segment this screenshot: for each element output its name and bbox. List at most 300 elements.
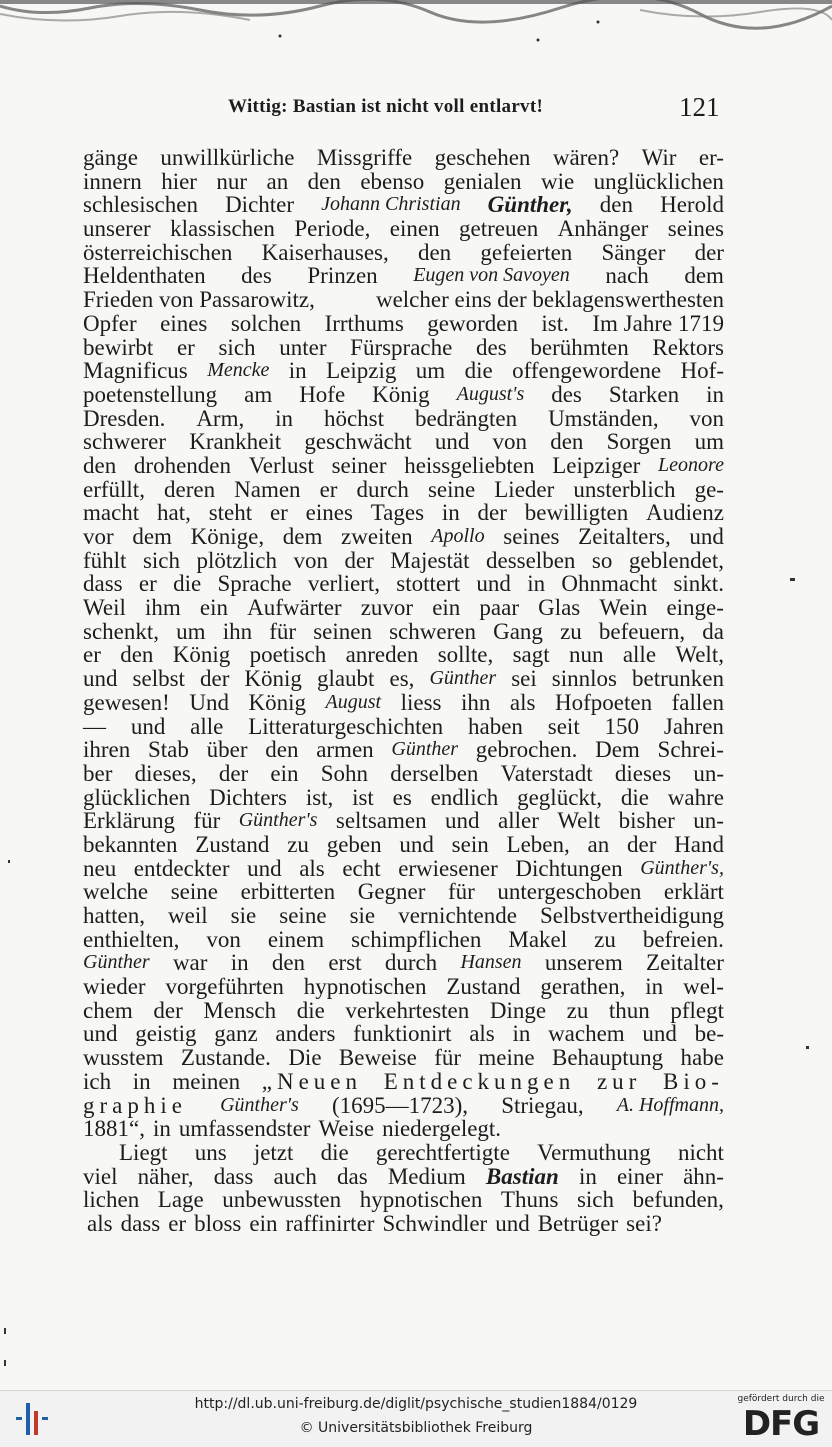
word: seit	[547, 713, 580, 739]
word: Sorgen	[606, 429, 672, 455]
word: schlesischen	[83, 192, 198, 218]
word: chem	[83, 997, 133, 1023]
word: Weil	[83, 595, 126, 621]
word: Beweise	[338, 1045, 417, 1071]
word: den	[307, 168, 341, 194]
text-line	[83, 549, 724, 573]
word: er	[83, 642, 101, 668]
word: Wir	[641, 145, 677, 170]
word: un-	[693, 808, 724, 834]
word: geworden	[427, 310, 518, 336]
word: der	[199, 666, 230, 692]
margin-mark	[4, 1328, 6, 1334]
word: Welt,	[675, 642, 724, 668]
word: das	[337, 1163, 368, 1189]
word: für	[193, 808, 221, 834]
word: heissgeliebten	[404, 452, 535, 478]
word: als	[299, 855, 325, 881]
text-line	[83, 1022, 724, 1046]
word: König	[244, 666, 302, 692]
word: verliert,	[307, 571, 380, 597]
word: Heldenthaten	[83, 263, 206, 289]
word: glaubt	[316, 666, 375, 692]
word: befeuern,	[598, 618, 686, 644]
word: von	[293, 547, 328, 573]
word: und	[130, 713, 166, 739]
word: innern	[83, 168, 142, 194]
word: so	[591, 547, 613, 573]
word: die	[464, 358, 493, 384]
text-line	[83, 809, 724, 833]
word: sie	[349, 903, 376, 928]
text-line	[83, 572, 724, 596]
word: Irrthums	[324, 310, 404, 336]
word: ein	[270, 760, 299, 786]
word: er	[176, 334, 195, 360]
text-line	[83, 904, 724, 928]
word: funktionirt	[353, 1021, 452, 1047]
text-line	[83, 288, 724, 312]
word: Hansen	[460, 951, 522, 974]
word: den	[550, 429, 584, 455]
word: anreden	[345, 642, 419, 668]
word: fühlt	[83, 547, 127, 573]
word: Zustand	[195, 831, 270, 857]
word: sei?	[626, 1210, 662, 1236]
word: Zeitalters,	[578, 524, 671, 549]
word: August	[325, 690, 382, 713]
word: als	[509, 689, 536, 715]
word: hypnotischen	[359, 1187, 483, 1213]
word: Rektors	[652, 334, 724, 360]
word: erst	[328, 950, 362, 976]
word: solchen	[230, 310, 302, 336]
word: alle	[190, 713, 224, 739]
word: seltsamen	[335, 808, 427, 834]
word: ihn	[222, 618, 253, 644]
text-line	[83, 880, 724, 904]
word: und	[83, 1021, 118, 1047]
word: für	[447, 879, 475, 905]
word: Kaiserhauses,	[261, 239, 389, 265]
word: Leipziger	[552, 452, 641, 478]
word: ein	[199, 595, 228, 621]
word: meine	[478, 1045, 535, 1071]
word: schweren	[389, 618, 476, 644]
word: dieses,	[134, 760, 197, 786]
word: schwerer	[83, 429, 167, 455]
text-line	[83, 407, 724, 431]
word: thun	[608, 997, 650, 1023]
word: Die	[288, 1045, 322, 1071]
word: Welt	[557, 808, 601, 834]
word: dieses	[614, 760, 672, 786]
word: Majestät	[390, 547, 470, 573]
word: viel	[83, 1163, 118, 1189]
word: Herold	[660, 192, 724, 218]
word: gebrochen.	[475, 737, 578, 763]
word: Vaterstadt	[500, 760, 593, 786]
word: dass	[120, 1210, 161, 1236]
word: bewilligten	[524, 500, 629, 526]
dfg-caption: gefördert durch die	[737, 1394, 825, 1404]
word: und	[399, 831, 434, 857]
word: August's	[456, 382, 525, 405]
word: er	[269, 500, 288, 526]
word: alle	[622, 642, 657, 668]
word: Dinge	[489, 997, 547, 1023]
word: am	[244, 381, 273, 407]
word: ein	[249, 1210, 278, 1236]
word: Dichter	[225, 192, 295, 218]
word: um	[694, 429, 724, 455]
word: zu	[560, 618, 582, 644]
word: ist	[352, 784, 374, 810]
word: des	[241, 263, 272, 289]
text-line	[83, 1046, 724, 1070]
word: dem	[282, 524, 323, 549]
word: an	[587, 831, 610, 857]
word: welche	[83, 879, 149, 905]
margin-mark	[8, 860, 10, 863]
word: wieder	[83, 974, 146, 1000]
word: Glas	[538, 595, 581, 621]
word: zuvor	[360, 595, 414, 621]
word: nun	[569, 642, 604, 668]
word: geschwächt	[304, 429, 412, 455]
word: gerechtfertigte	[375, 1139, 510, 1165]
word: König	[248, 689, 307, 715]
text-line	[83, 762, 724, 786]
word: von	[689, 405, 724, 431]
word: der	[344, 547, 374, 573]
word: Günther	[391, 738, 459, 761]
word: Jahren	[663, 713, 724, 739]
word: Und	[189, 689, 229, 715]
text-line	[83, 146, 724, 170]
word: wusstem	[83, 1045, 164, 1071]
word: Dresden.	[83, 405, 166, 431]
word: Hofe	[299, 381, 346, 407]
word: Im Jahre 1719	[592, 310, 724, 336]
word: geschehen	[434, 145, 531, 170]
word: welcher eins der beklagenswerthesten	[375, 287, 724, 313]
word: Leipzig	[326, 358, 397, 384]
word: erwiesener	[398, 855, 498, 881]
word: in	[152, 1116, 171, 1142]
word: erbitterten	[240, 879, 336, 905]
word: bedrängten	[414, 405, 518, 431]
word: des	[551, 381, 582, 407]
text-line	[83, 312, 724, 336]
word: sie	[230, 903, 257, 928]
text-line	[83, 1188, 724, 1212]
word: zu	[566, 997, 589, 1023]
word: einem	[267, 926, 325, 952]
word: echt	[342, 855, 381, 881]
word: eines	[305, 500, 353, 526]
text-line	[83, 1094, 724, 1118]
word: in	[706, 381, 724, 407]
word: poetenstellung	[83, 381, 218, 407]
word: Prinzen	[307, 263, 378, 289]
dfg-logo-text: DFG	[742, 1404, 820, 1444]
word: Anhänger	[557, 216, 649, 242]
word: wahre	[667, 784, 724, 810]
word: aller	[498, 808, 539, 834]
word: für	[269, 618, 297, 644]
word: Wein	[599, 595, 648, 621]
word: hier	[161, 168, 197, 194]
word: Johann Christian	[321, 193, 461, 216]
word: Medium	[387, 1163, 466, 1189]
text-line	[83, 525, 724, 549]
word: den	[417, 239, 452, 265]
word: unglücklichen	[593, 168, 724, 194]
word: in	[578, 1163, 597, 1189]
word: untergeschoben	[497, 879, 642, 905]
word: klassischen	[170, 216, 275, 242]
word: offengewordene	[512, 358, 662, 384]
word: 1881“,	[83, 1116, 145, 1142]
word: glücklichen	[83, 784, 191, 810]
word: Bio-	[663, 1068, 724, 1094]
word: drohenden	[133, 452, 231, 478]
word: höchst	[323, 405, 385, 431]
word: desselben	[485, 547, 576, 573]
word: gewesen!	[83, 689, 170, 715]
word: Dichtungen	[515, 855, 623, 881]
word: sinnlos	[551, 666, 617, 692]
word: neu	[83, 855, 117, 881]
word: bewirbt	[83, 334, 154, 360]
word: geben	[326, 831, 382, 857]
source-url-link[interactable]: http://dl.ub.uni-freiburg.de/diglit/psychische_studien1884/0129	[194, 1396, 638, 1412]
word: sich	[576, 1187, 615, 1213]
text-line	[83, 715, 724, 739]
word: Lieder	[494, 476, 555, 502]
word: hatten,	[83, 903, 145, 928]
word: Gang	[493, 618, 543, 644]
word: dass	[213, 1163, 254, 1189]
word: Verlust	[248, 452, 314, 478]
word: geglückt,	[517, 784, 603, 810]
word: der	[153, 997, 183, 1023]
text-line	[83, 951, 724, 975]
word: einge-	[666, 595, 724, 621]
word: Erklärung	[83, 808, 175, 834]
word: als	[469, 1021, 495, 1047]
word: Zustande.	[180, 1045, 271, 1071]
word: befunden,	[632, 1187, 724, 1213]
word: seinen	[313, 618, 372, 644]
word: Günther	[83, 951, 150, 974]
word: Arm,	[196, 405, 245, 431]
word: Günther's	[220, 1093, 299, 1116]
word: poetisch	[249, 642, 327, 668]
word: sagt	[512, 642, 550, 668]
word: nur	[216, 168, 248, 194]
word: war	[172, 950, 208, 976]
word: Günther's,	[640, 856, 724, 879]
word: unbewussten	[222, 1187, 342, 1213]
word: Tages	[370, 500, 425, 526]
word: Günther,	[487, 192, 573, 218]
word: durch	[384, 950, 438, 976]
word: der	[627, 831, 657, 857]
word: seiner	[331, 452, 387, 478]
word: österreichischen	[83, 239, 233, 265]
word: Missgriffe	[316, 145, 413, 170]
word: auch	[273, 1163, 317, 1189]
word: be-	[694, 1021, 724, 1047]
word: befreien.	[642, 926, 724, 952]
text-line	[83, 643, 724, 667]
word: bekannten	[83, 831, 178, 857]
word: ich	[83, 1068, 112, 1094]
word: geistig	[135, 1021, 197, 1047]
text-line	[83, 1070, 724, 1094]
word: König	[372, 381, 430, 407]
word: er	[168, 1210, 187, 1236]
word: dem	[132, 524, 172, 549]
word: es	[392, 784, 412, 810]
word: Fürsprache	[350, 334, 453, 360]
word: zu	[594, 926, 616, 952]
word: der	[694, 239, 724, 265]
copyright-notice: © Universitätsbibliothek Freiburg	[299, 1420, 533, 1436]
word: in	[441, 500, 460, 526]
word: die	[320, 1139, 349, 1165]
word: meinen	[172, 1068, 241, 1094]
text-line	[83, 193, 724, 217]
word: sich	[142, 547, 180, 573]
word: der	[477, 500, 507, 526]
word: den	[265, 737, 299, 763]
word: und	[445, 808, 480, 834]
word: Leben,	[506, 831, 570, 857]
word: Dem	[595, 737, 640, 763]
word: für	[434, 1045, 462, 1071]
word: graphie	[83, 1092, 187, 1118]
word: und	[642, 1021, 677, 1047]
text-line	[83, 454, 724, 478]
word: Schrei-	[657, 737, 724, 763]
word: sei	[511, 666, 537, 692]
text-line	[83, 999, 724, 1023]
word: hypnotischen	[303, 974, 427, 1000]
text-line	[83, 430, 724, 454]
word: und	[689, 524, 724, 549]
word: den	[120, 642, 154, 668]
text-line	[83, 738, 724, 762]
word: den	[271, 950, 306, 976]
text-line	[83, 1117, 724, 1141]
word: sinkt.	[673, 571, 724, 597]
word: nach	[605, 263, 649, 289]
word: unter	[279, 334, 327, 360]
text-line	[83, 928, 724, 952]
word: als	[87, 1210, 113, 1236]
word: nicht	[677, 1139, 724, 1165]
word: er-	[698, 145, 724, 170]
word: unsterblich	[573, 476, 676, 502]
word: genialen	[443, 168, 522, 194]
word: Zustand	[446, 974, 521, 1000]
page-number: 121	[679, 92, 720, 122]
word: vorgeführten	[165, 974, 284, 1000]
word: es,	[389, 666, 415, 692]
word: Litteraturgeschichten	[248, 713, 444, 739]
word: Behauptung	[551, 1045, 664, 1071]
word: stottert	[396, 571, 461, 597]
text-line	[83, 1212, 724, 1236]
word: steht	[208, 500, 253, 526]
word: in	[645, 974, 664, 1000]
word: Lage	[157, 1187, 204, 1213]
word: gänge	[83, 145, 138, 170]
margin-mark	[790, 578, 795, 581]
word: „Neuen	[261, 1068, 363, 1094]
word: gerathen,	[540, 974, 626, 1000]
text-line	[83, 667, 724, 691]
word: Selbstvertheidigung	[540, 903, 724, 928]
word: wachem	[548, 1021, 625, 1047]
word: König	[172, 642, 231, 668]
word: Schwindler	[382, 1210, 488, 1236]
word: entdeckter	[133, 855, 230, 881]
word: jetzt	[253, 1139, 294, 1165]
text-line	[83, 1141, 724, 1165]
word: in	[512, 1021, 531, 1047]
dfg-logo	[734, 1394, 828, 1444]
word: um	[176, 618, 206, 644]
text-line	[83, 620, 724, 644]
word: wie	[540, 168, 575, 194]
word: ihm	[144, 595, 181, 621]
word: enthielten,	[83, 926, 180, 952]
word: sein	[451, 831, 489, 857]
word: Vermuthung	[537, 1139, 651, 1165]
text-line	[83, 1165, 724, 1189]
word: einer	[616, 1163, 663, 1189]
word: verkehrtesten	[345, 997, 470, 1023]
word: Ohnmacht	[561, 571, 658, 597]
running-title: Wittig: Bastian ist nicht voll entlarvt!	[228, 96, 544, 117]
word: gefeierten	[480, 239, 573, 265]
word: Namen	[234, 476, 301, 502]
word: un-	[693, 760, 724, 786]
text-line	[83, 786, 724, 810]
word: haben	[468, 713, 523, 739]
word: erfüllt,	[83, 476, 145, 502]
word: Starken	[608, 381, 680, 407]
word: näher,	[137, 1163, 194, 1189]
word: die	[173, 571, 202, 597]
word: uns	[194, 1139, 227, 1165]
word: ihn	[461, 689, 491, 715]
word: Mencke	[207, 359, 270, 382]
word: ist.	[541, 310, 569, 336]
word: ganz	[214, 1021, 258, 1047]
word: in	[132, 1068, 151, 1094]
word: einen	[389, 216, 440, 242]
word: Zeitalter	[646, 950, 724, 976]
word: raffinirter	[285, 1210, 375, 1236]
word: Eugen von Savoyen	[413, 264, 570, 287]
word: Hand	[674, 831, 724, 857]
word: sich	[218, 334, 256, 360]
